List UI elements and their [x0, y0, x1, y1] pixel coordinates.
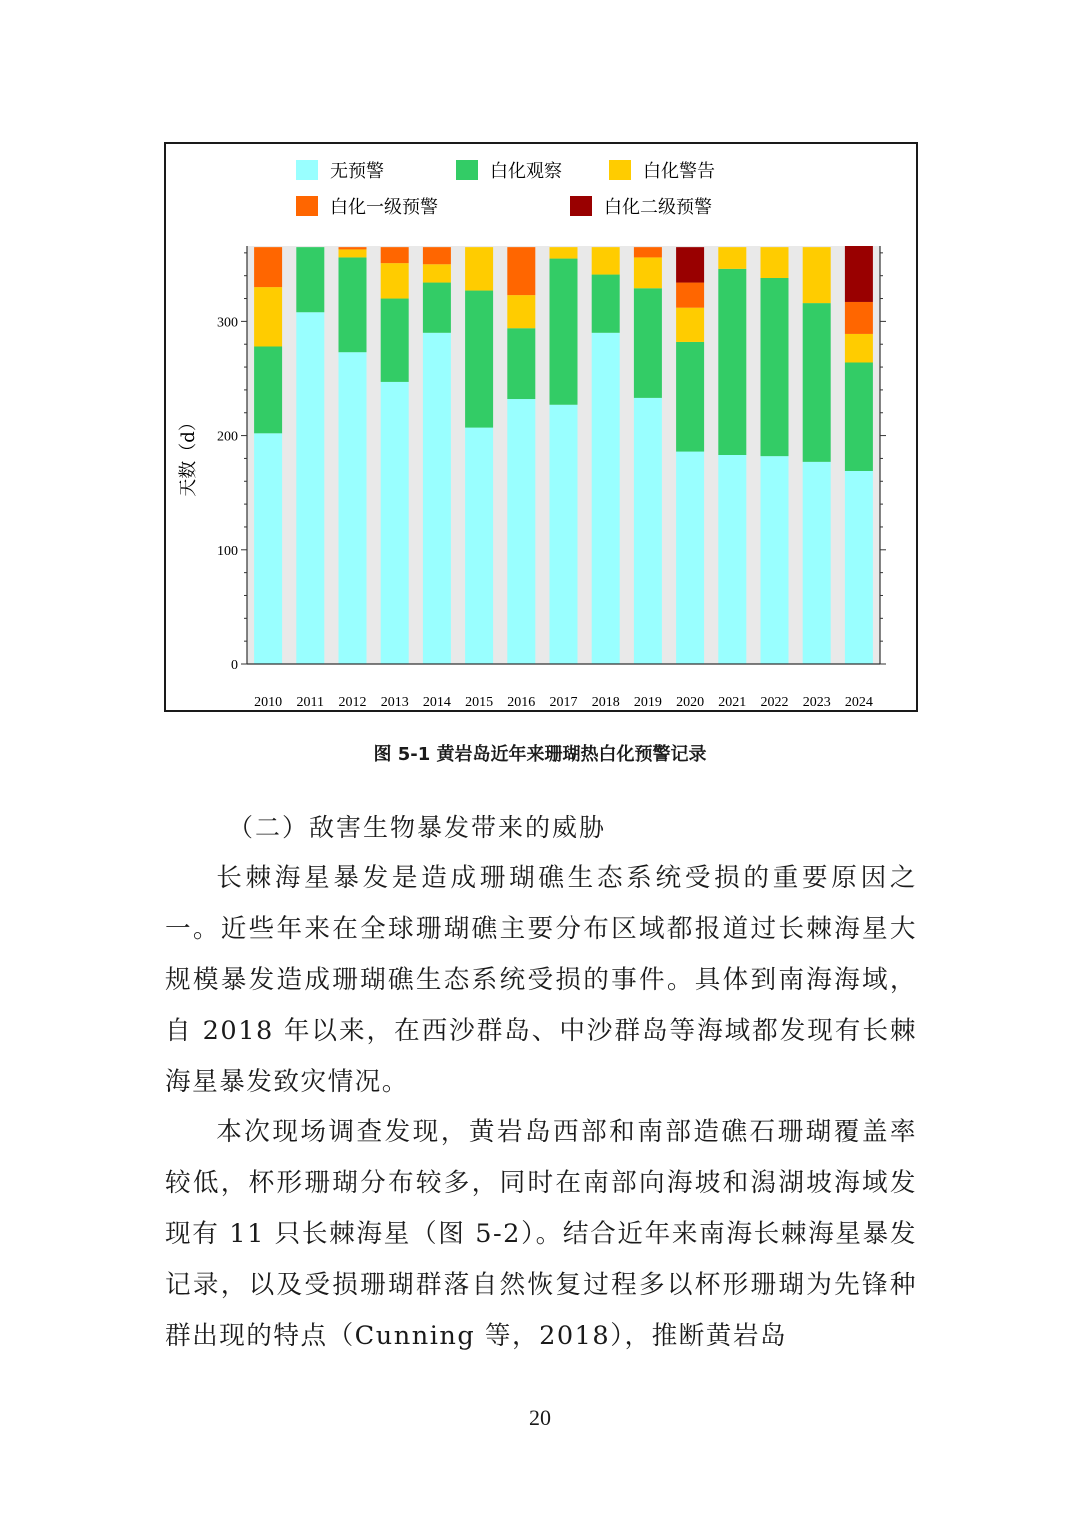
figure-caption: 图 5-1 黄岩岛近年来珊瑚热白化预警记录: [373, 744, 707, 765]
legend-label: 白化警告: [643, 161, 715, 182]
x-tick-label: 2023: [802, 695, 831, 710]
figure-frame: [164, 142, 918, 712]
legend-label: 无预警: [330, 161, 384, 182]
x-tick-label: 2018: [591, 695, 620, 710]
y-tick-label: 0: [231, 658, 238, 673]
legend-label: 白化观察: [490, 161, 562, 182]
x-tick-label: 2017: [549, 695, 578, 710]
legend-label: 白化一级预警: [330, 197, 438, 218]
body-paragraph: 长棘海星暴发是造成珊瑚礁生态系统受损的重要原因之一。近些年来在全球珊瑚礁主要分布区域都报道过长棘海星大规模暴发造成珊瑚礁生态系统受损的事件。具体到南海海域，自 2018 年以来，在西沙群岛、中沙群岛等海域都发现有长棘海星暴发致灾情况。: [165, 863, 917, 1097]
section-heading: （二）敌害生物暴发带来的威胁: [228, 813, 607, 842]
x-tick-label: 2011: [296, 695, 325, 710]
x-tick-label: 2014: [422, 695, 451, 710]
y-tick-label: 200: [217, 429, 238, 445]
body-paragraph: 本次现场调查发现，黄岩岛西部和南部造礁石珊瑚覆盖率较低，杯形珊瑚分布较多，同时在南部向海坡和潟湖坡海域发现有 11 只长棘海星（图 5-2）。结合近年来南海长棘海星暴发记录，以及受损珊瑚群落自然恢复过程多以杯形珊瑚为先锋种群出现的特点（Cunning 等，2018），推断黄岩岛: [165, 1117, 917, 1351]
y-tick-label: 100: [217, 543, 238, 559]
x-tick-label: 2024: [844, 695, 873, 710]
x-tick-label: 2022: [760, 695, 789, 710]
x-tick-label: 2020: [676, 695, 705, 710]
x-tick-label: 2016: [507, 695, 536, 710]
x-tick-label: 2010: [254, 695, 283, 710]
x-tick-label: 2015: [465, 695, 494, 710]
legend-label: 白化二级预警: [604, 197, 712, 218]
x-tick-label: 2021: [718, 695, 747, 710]
y-axis-label: 天数（d）: [178, 413, 199, 497]
page-number: 20: [529, 1405, 551, 1430]
x-tick-label: 2019: [633, 695, 662, 710]
x-tick-label: 2013: [380, 695, 409, 710]
y-tick-label: 300: [217, 315, 238, 331]
x-tick-label: 2012: [338, 695, 367, 710]
